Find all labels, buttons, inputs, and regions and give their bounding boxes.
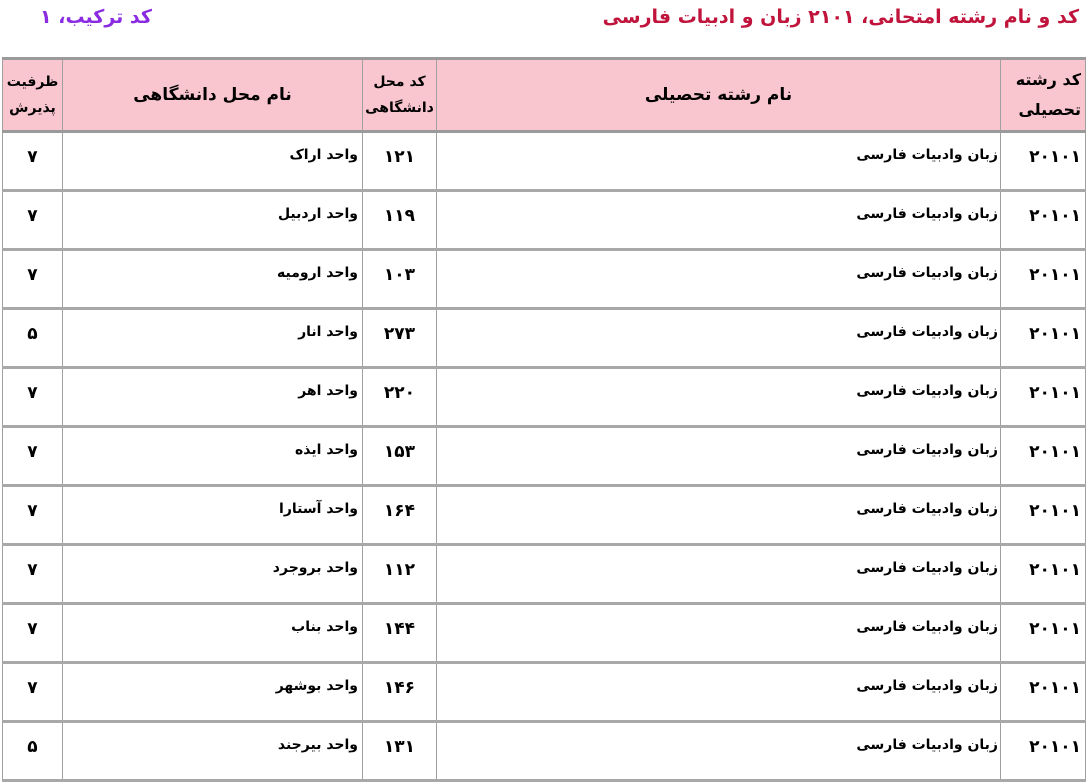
cell-university-code: ۱۰۳ [363, 250, 437, 309]
cell-university-name: واحد بناب [63, 604, 363, 663]
cell-university-code: ۱۶۴ [363, 486, 437, 545]
cell-field-name: زبان وادبیات فارسی [437, 427, 1001, 486]
cell-field-code: ۲۰۱۰۱ [1001, 427, 1086, 486]
cell-field-name: زبان وادبیات فارسی [437, 545, 1001, 604]
cell-field-name: زبان وادبیات فارسی [437, 604, 1001, 663]
header-capacity: ظرفیت پذیرش [3, 59, 63, 132]
cell-field-code: ۲۰۱۰۱ [1001, 368, 1086, 427]
cell-university-name: واحد بوشهر [63, 663, 363, 722]
cell-capacity: ۷ [3, 663, 63, 722]
table-header-row [3, 59, 1086, 132]
cell-capacity: ۷ [3, 250, 63, 309]
cell-field-code: ۲۰۱۰۱ [1001, 486, 1086, 545]
cell-field-name: زبان وادبیات فارسی [437, 368, 1001, 427]
table-row [3, 368, 1086, 427]
cell-capacity: ۷ [3, 191, 63, 250]
cell-field-code: ۲۰۱۰۱ [1001, 309, 1086, 368]
cell-university-name: واحد اردبیل [63, 191, 363, 250]
header-university-code: کد محل دانشگاهی [363, 59, 437, 132]
cell-field-name: زبان وادبیات فارسی [437, 486, 1001, 545]
cell-university-code: ۱۵۳ [363, 427, 437, 486]
page-header [0, 0, 1087, 40]
cell-university-name: واحد بیرجند [63, 722, 363, 781]
cell-university-name: واحد آستارا [63, 486, 363, 545]
table-row [3, 722, 1086, 781]
table-row [3, 427, 1086, 486]
table-row [3, 191, 1086, 250]
cell-field-name: زبان وادبیات فارسی [437, 722, 1001, 781]
combination-code: کد ترکیب، ۱ [40, 6, 152, 28]
cell-field-code: ۲۰۱۰۱ [1001, 191, 1086, 250]
admission-table [2, 57, 1086, 782]
table-row [3, 486, 1086, 545]
cell-field-name: زبان وادبیات فارسی [437, 132, 1001, 191]
cell-capacity: ۷ [3, 427, 63, 486]
cell-field-code: ۲۰۱۰۱ [1001, 250, 1086, 309]
cell-university-name: واحد ایذه [63, 427, 363, 486]
cell-field-code: ۲۰۱۰۱ [1001, 545, 1086, 604]
cell-capacity: ۵ [3, 722, 63, 781]
cell-capacity: ۷ [3, 486, 63, 545]
cell-university-name: واحد اهر [63, 368, 363, 427]
cell-capacity: ۷ [3, 545, 63, 604]
header-field-name: نام رشته تحصیلی [437, 59, 1001, 132]
cell-university-code: ۱۲۱ [363, 132, 437, 191]
cell-university-code: ۱۱۹ [363, 191, 437, 250]
cell-capacity: ۷ [3, 604, 63, 663]
cell-field-code: ۲۰۱۰۱ [1001, 663, 1086, 722]
cell-university-name: واحد بروجرد [63, 545, 363, 604]
cell-field-code: ۲۰۱۰۱ [1001, 604, 1086, 663]
table-row [3, 250, 1086, 309]
table-row [3, 309, 1086, 368]
cell-capacity: ۷ [3, 132, 63, 191]
cell-field-name: زبان وادبیات فارسی [437, 309, 1001, 368]
cell-field-name: زبان وادبیات فارسی [437, 250, 1001, 309]
cell-university-code: ۱۱۲ [363, 545, 437, 604]
table-row [3, 663, 1086, 722]
cell-field-code: ۲۰۱۰۱ [1001, 722, 1086, 781]
header-university-name: نام محل دانشگاهی [63, 59, 363, 132]
cell-field-name: زبان وادبیات فارسی [437, 663, 1001, 722]
cell-university-code: ۱۴۶ [363, 663, 437, 722]
cell-university-code: ۲۷۳ [363, 309, 437, 368]
cell-capacity: ۷ [3, 368, 63, 427]
table-row [3, 604, 1086, 663]
table-row [3, 545, 1086, 604]
header-field-code: کد رشته تحصیلی [1001, 59, 1086, 132]
cell-university-code: ۲۲۰ [363, 368, 437, 427]
admission-table-container [2, 57, 1084, 782]
cell-field-code: ۲۰۱۰۱ [1001, 132, 1086, 191]
cell-university-name: واحد ارومیه [63, 250, 363, 309]
page-title: کد و نام رشته امتحانی، ۲۱۰۱ زبان و ادبیات فارسی [602, 6, 1079, 28]
cell-capacity: ۵ [3, 309, 63, 368]
cell-university-name: واحد اراک [63, 132, 363, 191]
table-row [3, 132, 1086, 191]
cell-university-code: ۱۴۴ [363, 604, 437, 663]
cell-university-name: واحد انار [63, 309, 363, 368]
cell-university-code: ۱۳۱ [363, 722, 437, 781]
cell-field-name: زبان وادبیات فارسی [437, 191, 1001, 250]
